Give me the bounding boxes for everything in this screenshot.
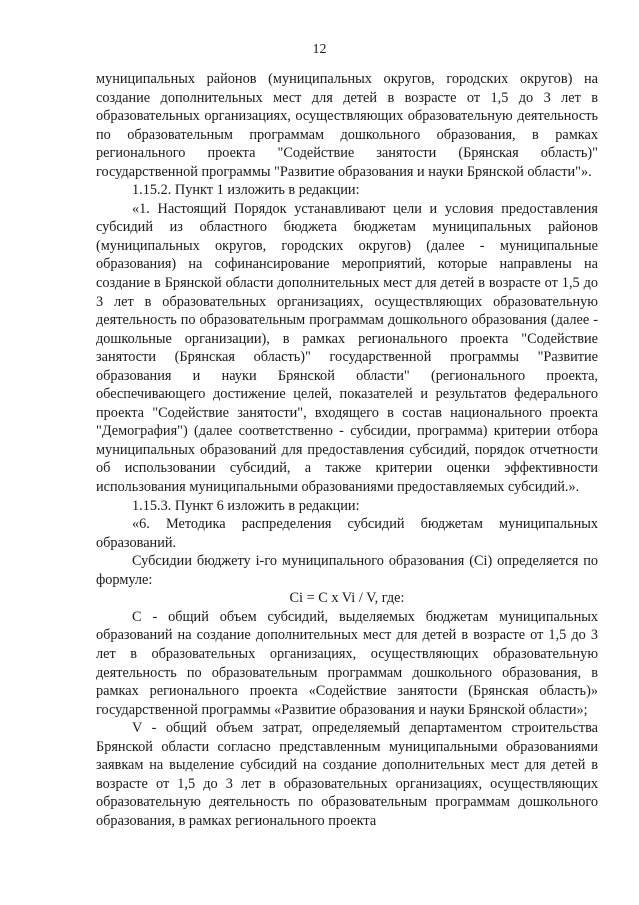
paragraph-item-1-15-3: 1.15.3. Пункт 6 изложить в редакции:	[132, 497, 360, 514]
page-number: 12	[312, 42, 327, 57]
formula: Ci = C x Vi / V, где:	[289, 590, 405, 607]
paragraph-point-6: «6. Методика распределения субсидий бюджетам муниципальных образований.	[96, 516, 598, 551]
document-body	[96, 70, 598, 830]
paragraph-point-1: «1. Настоящий Порядок устанавливают цели и условия предоставления субсидий из областного бюджета бюджетам муниципальных районов (муниципальных округов, городских округов) (далее - муниципальные образования) на софинансирование мероприятий, которые направлены на создание в Брянской области дополнительных мест для детей в возрасте от 1,5 до 3 лет в образовательных организациях, осуществляющих образовательную деятельность по образовательным программам дошкольного образования (далее - дошкольные организации), в рамках регионального проекта "Содействие занятости (Брянская область)" государственной программы "Развитие образования и науки Брянской области" (регионального проекта, обеспечивающего достижение целей, показателей и результатов федерального проекта "Содействие занятости", входящего в состав национального проекта "Демография") (далее соответственно - субсидии, программа) критерии отбора муниципальных образований для предоставления субсидий, порядок отчетности об использовании субсидий, а также критерии оценки эффективности использования муниципальными образованиями предоставляемых субсидий.».	[96, 200, 598, 496]
paragraph-item-1-15-2: 1.15.2. Пункт 1 изложить в редакции:	[132, 182, 360, 199]
paragraph-c-definition: C - общий объем субсидий, выделяемых бюджетам муниципальных образований на создание дополнительных мест для детей в возрасте от 1,5 до 3 лет в образовательных организациях, осуществляющих образовательную деятельность по образовательным программам дошкольного образования, в рамках регионального проекта «Содействие занятости (Брянская область)» государственной программы «Развитие образования и науки Брянской области»;	[96, 608, 598, 718]
paragraph-continuation: муниципальных районов (муниципальных округов, городских округов) на создание дополнительных мест для детей в возрасте от 1,5 до 3 лет в образовательных организациях, осуществляющих образовательную деятельность по образовательным программам дошкольного образования, в рамках регионального проекта "Содействие занятости (Брянская область)" государственной программы "Развитие образования и науки Брянской области"».	[96, 71, 598, 180]
paragraph-v-definition: V - общий объем затрат, определяемый департаментом строительства Брянской области согласно представленным муниципальными образованиями заявкам на выделение субсидий на создание дополнительных мест для детей в возрасте от 1,5 до 3 лет в образовательных организациях, осуществляющих образовательную деятельность по образовательным программам дошкольного образования, в рамках регионального проекта	[96, 720, 598, 829]
paragraph-subsidy-definition: Субсидии бюджету i-го муниципального образования (Ci) определяется по формуле:	[96, 553, 598, 588]
